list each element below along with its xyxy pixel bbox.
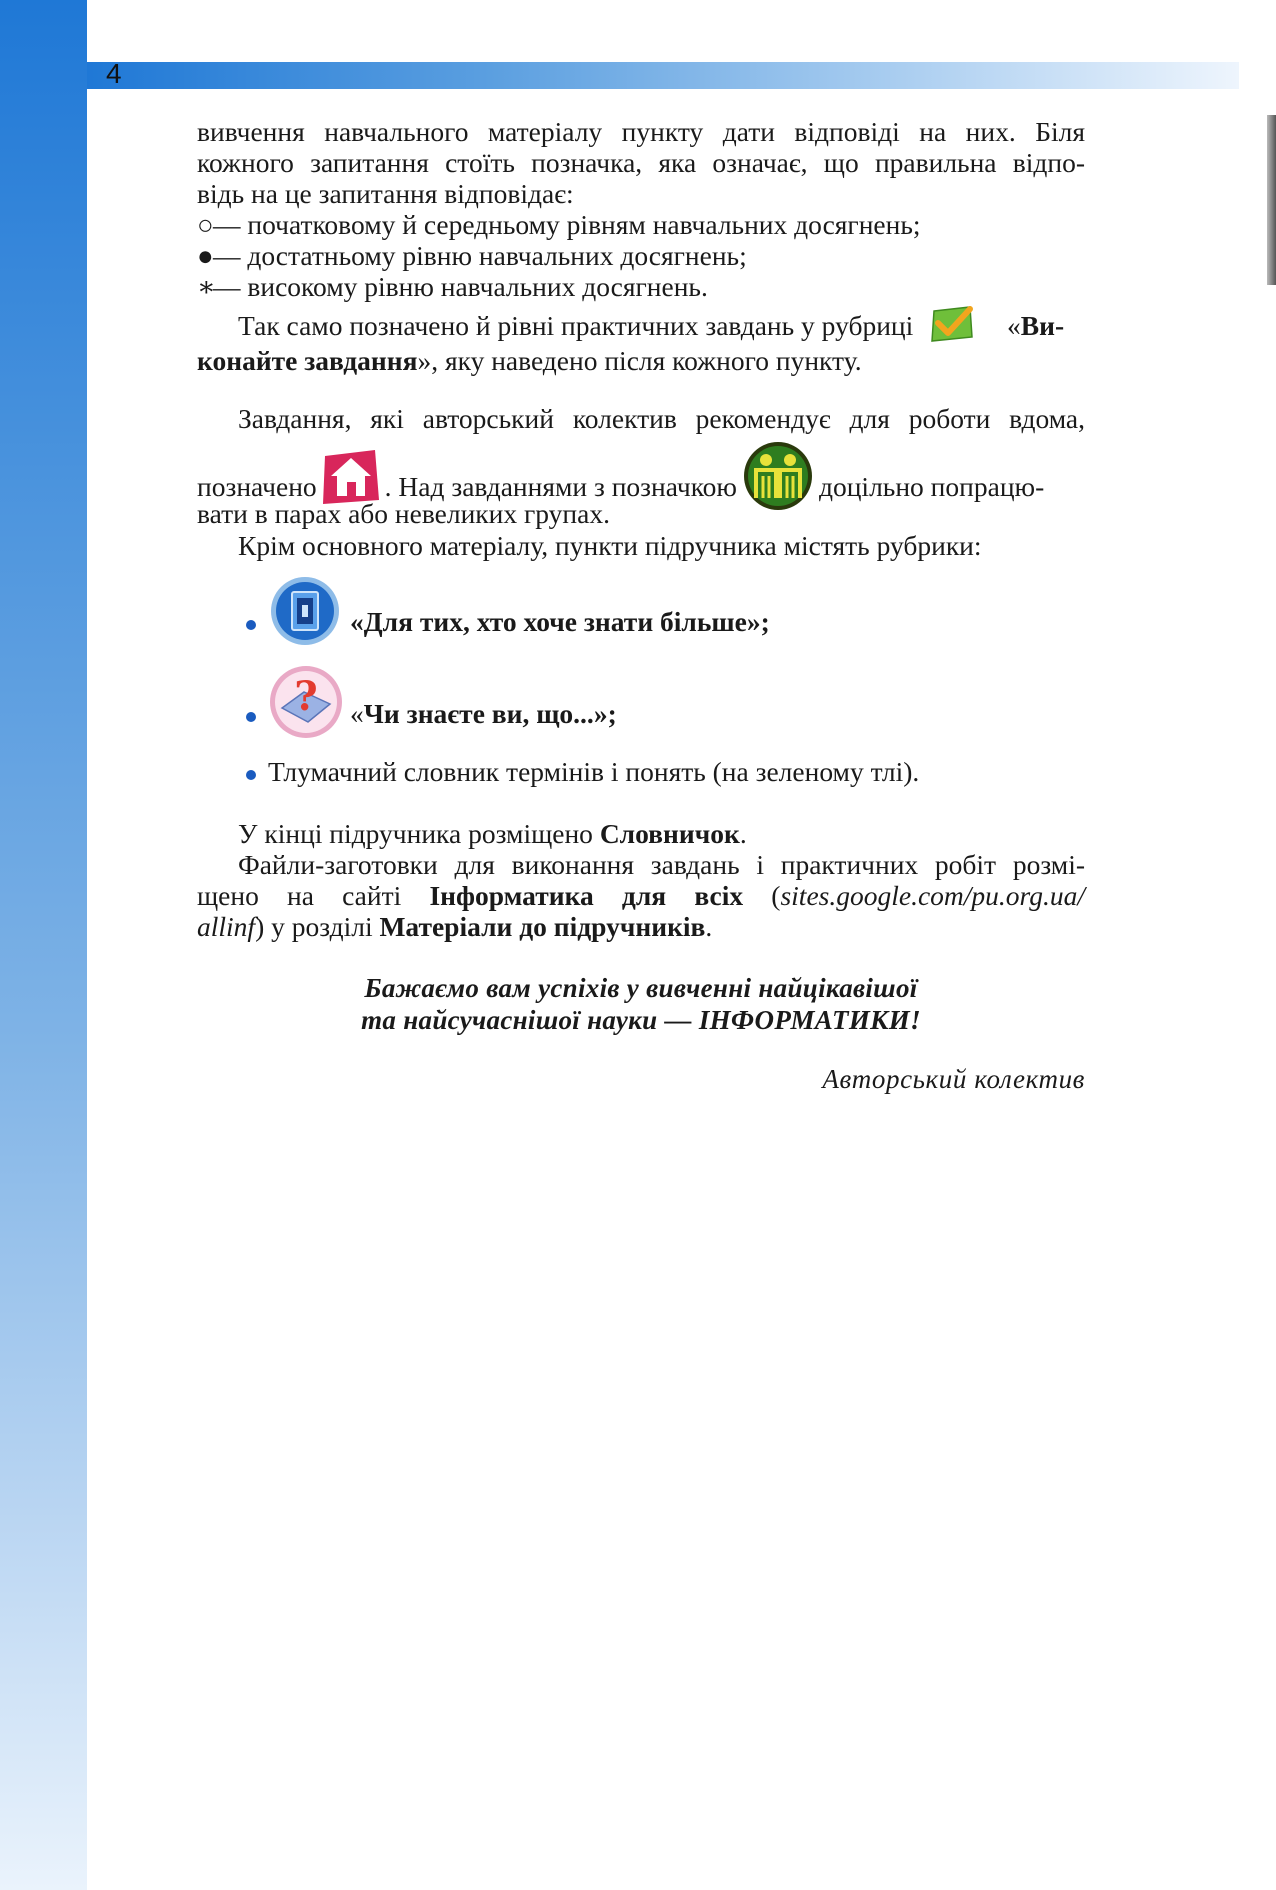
files-text-a: щено на сайті — [197, 880, 430, 911]
level-item — [197, 209, 1085, 240]
files-end: . — [705, 911, 713, 942]
rubric-label-didyouknow: Чи знаєте ви, що... — [363, 697, 594, 729]
level-text: — високому рівню навчальних досягнень. — [213, 271, 708, 302]
dictionary-text: У кінці підручника розміщено — [238, 818, 600, 849]
rubrics-intro: Крім основного матеріалу, пункти підручника містять рубрики: — [238, 530, 982, 561]
bullet-icon — [246, 770, 256, 780]
signature: Авторський колектив — [822, 1064, 1085, 1094]
rubric-name-part-1: Ви- — [1020, 309, 1065, 341]
rubric-item-didyouknow — [246, 664, 1086, 740]
dictionary-line — [197, 818, 1085, 849]
wish-line-2: та найсучаснішої науки — ІНФОРМАТИКИ! — [361, 1005, 921, 1035]
svg-text:?: ? — [294, 673, 318, 720]
rubric-label-glossary: Тлумачний словник термінів і понять (на зеленому тлі). — [268, 756, 920, 787]
materials-section: Матеріали до підручників — [379, 911, 706, 942]
side-color-strip — [0, 0, 87, 1890]
intro-line-3: відь на це запитання відповідає: — [197, 178, 574, 209]
site-name: Інформатика для всіх — [429, 880, 744, 911]
dictionary-end: . — [739, 818, 747, 849]
level-item — [197, 240, 1085, 271]
rubric-close-quote: »; — [593, 697, 617, 729]
bullet-icon — [246, 712, 256, 722]
book-icon — [268, 575, 342, 674]
files-line-3 — [197, 911, 1085, 942]
filled-circle-icon: ● — [197, 240, 214, 271]
level-text: — початковому й середньому рівням навчальних досягнень; — [213, 209, 921, 240]
rubric-open-quote: « — [1007, 309, 1021, 341]
open-circle-icon: ○ — [197, 209, 214, 240]
level-text: — достатньому рівню навчальних досягнень; — [213, 240, 747, 271]
site-url-part-1: sites.google.com/pu.org.ua/ — [780, 880, 1085, 911]
home-text-a: позначено — [197, 470, 317, 502]
intro-line-1: вивчення навчального матеріалу пункту дати відповіді на них. Біля — [197, 116, 1085, 147]
home-line-1: Завдання, які авторський колектив рекомендує для роботи вдома, — [238, 403, 1085, 434]
page-number: 4 — [106, 58, 122, 89]
rubric-item-glossary — [246, 756, 1086, 787]
files-line-2 — [197, 880, 1085, 911]
rubric-item-more — [246, 575, 1086, 647]
files-text-b: ( — [743, 880, 781, 911]
question-icon — [268, 664, 344, 769]
files-line-1: Файли-заготовки для виконання завдань і практичних робіт розмі- — [238, 849, 1085, 880]
rubric-close-quote: » — [417, 345, 432, 376]
wish-line-1: Бажаємо вам успіхів у вивченні найцікавішої — [364, 973, 918, 1003]
practical-line-1 — [197, 303, 1085, 343]
intro-line-2: кожного запитання стоїть позначка, яка означає, що правильна відпо- — [197, 147, 1085, 178]
dictionary-bold: Словничок — [599, 818, 740, 849]
bullet-icon — [246, 620, 256, 630]
header-bar — [87, 62, 1239, 89]
files-text-c: ) у розділі — [255, 911, 380, 942]
page-edge-tab — [1267, 115, 1276, 285]
home-text-c: доцільно попрацю- — [818, 470, 1045, 502]
home-text-b: . Над завданнями з позначкою — [384, 470, 737, 502]
practical-line-2 — [197, 345, 1085, 376]
rubric-name-part-2: конайте завдання — [197, 345, 418, 376]
site-url-part-2: allinf — [197, 911, 256, 942]
practical-text: Так само позначено й рівні практичних завдань у рубриці — [238, 309, 914, 341]
asterisk-icon: ∗ — [197, 271, 216, 302]
practical-text-end: , яку наведено після кожного пункту. — [431, 345, 862, 376]
home-line-3: вати в парах або невеликих групах. — [197, 498, 610, 529]
rubric-open-quote: « — [350, 697, 364, 729]
rubric-label-more: «Для тих, хто хоче знати більше»; — [350, 605, 770, 637]
level-item — [197, 271, 1085, 302]
